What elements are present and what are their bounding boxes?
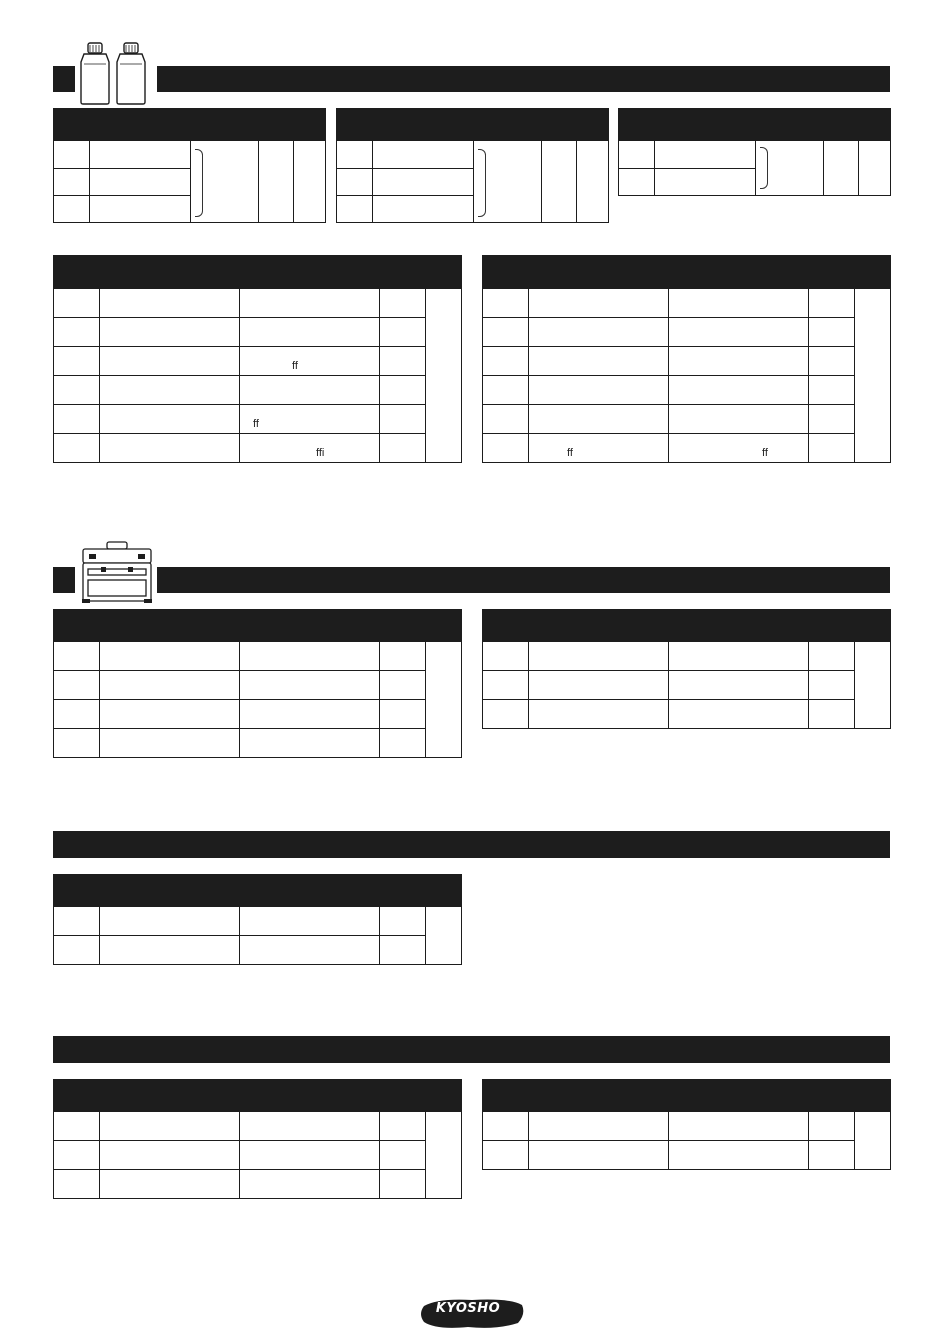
brace-mark xyxy=(478,149,486,217)
section-4-table-left xyxy=(53,1079,462,1199)
fluids-table-b xyxy=(336,108,609,223)
section-marker-fluids xyxy=(53,66,75,92)
section-marker-carrying-box xyxy=(53,567,75,593)
table-text: ffi xyxy=(316,447,325,459)
toolbox-icon xyxy=(79,540,155,606)
table-text: ff xyxy=(762,447,768,459)
oil-table-right xyxy=(482,255,891,463)
grouped-cell xyxy=(474,141,542,223)
grouped-cell xyxy=(191,141,259,223)
fluids-table-c xyxy=(618,108,891,196)
oil-bottles-icon xyxy=(79,40,157,106)
table-text: ff xyxy=(567,447,573,459)
section-header-bar-carrying-box xyxy=(157,567,890,593)
brace-mark xyxy=(760,147,768,189)
section-3-table xyxy=(53,874,462,965)
grouped-cell xyxy=(756,141,824,196)
carrying-box-table-right xyxy=(482,609,891,729)
fluids-table-a xyxy=(53,108,326,223)
brace-mark xyxy=(195,149,203,217)
section-header-bar-3 xyxy=(53,831,890,858)
table-text: ff xyxy=(292,360,298,372)
logo-text: KYOSHO xyxy=(435,1301,501,1316)
section-header-bar-4 xyxy=(53,1036,890,1063)
oil-table-left xyxy=(53,255,462,463)
kyosho-logo xyxy=(418,1296,526,1332)
table-text: ff xyxy=(253,418,259,430)
carrying-box-table-left xyxy=(53,609,462,758)
section-header-bar-fluids xyxy=(157,66,890,92)
section-4-table-right xyxy=(482,1079,891,1170)
